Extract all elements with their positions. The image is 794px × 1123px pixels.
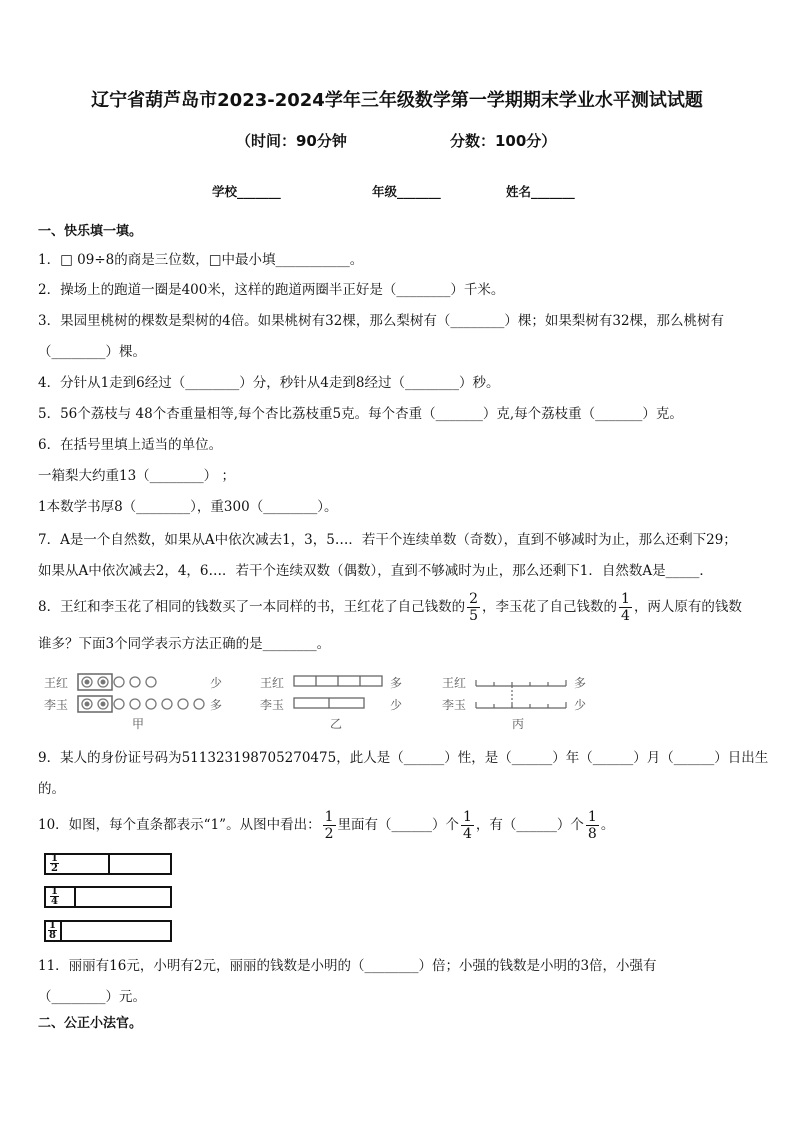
yi-label: 乙 <box>330 717 343 731</box>
bar-quarter-label <box>50 887 59 906</box>
jia-label: 甲 <box>132 717 145 731</box>
exam-time: （时间：90分钟 <box>236 132 347 150</box>
bar-label-numerator: 1 <box>49 920 56 931</box>
fraction-denominator: 5 <box>469 608 479 624</box>
bar-eighth-cell <box>46 922 62 940</box>
question-7-line-1: 7．A是一个自然数，如果从A中依次减去1，3，5…．若干个连续单数（奇数），直到不够减时为止，那么还剩下29； <box>38 532 737 548</box>
fraction-denominator: 4 <box>621 608 630 624</box>
bar-quarter <box>44 886 172 908</box>
fraction-denominator: 8 <box>587 826 597 842</box>
question-7-line-2: 如果从A中依次减去2，4，6…．若干个连续双数（偶数），直到不够减时为止，那么还剩下1．自然数A是_____． <box>38 563 713 579</box>
q10-text-post: 。 <box>600 817 615 833</box>
bar-label-denominator: 4 <box>51 896 58 907</box>
exam-score: 分数：100分） <box>450 132 557 150</box>
jia-row2-compare: 多 <box>210 698 223 712</box>
grade-field: 年级_______ <box>372 184 441 199</box>
question-11-line-1: 11．丽丽有16元，小明有2元，丽丽的钱数是小明的（________）倍；小强的钱数是小明的3倍，小强有 <box>38 958 657 974</box>
name-field: 姓名_______ <box>506 184 575 199</box>
jia-row2-label: 李玉 <box>44 698 69 712</box>
bar-half-label <box>50 854 59 873</box>
bing-row2-compare: 少 <box>574 698 587 712</box>
diagram-bing <box>442 676 586 731</box>
q8-text-mid: ，李玉花了自己钱数的 <box>482 599 618 615</box>
question-3-line-2: （________）棵。 <box>38 344 146 360</box>
fraction-numerator: 1 <box>587 809 597 825</box>
fraction-1-4 <box>461 809 474 842</box>
fraction-numerator: 1 <box>324 809 334 825</box>
yi-row2-label: 李玉 <box>260 698 285 712</box>
question-3-line-1: 3．果园里桃树的棵数是梨树的4倍。如果桃树有32棵，那么梨树有（________）棵；如果梨树有32棵，那么桃树有 <box>38 313 725 329</box>
fraction-numerator: 1 <box>463 809 472 825</box>
fraction-numerator: 2 <box>469 591 479 607</box>
fraction-denominator: 2 <box>324 826 334 842</box>
question-9-line-2: 的。 <box>38 781 65 797</box>
q8-text-pre: 8．王红和李玉花了相同的钱数买了一本同样的书，王红花了自己钱数的 <box>38 599 466 615</box>
bar-label-numerator: 1 <box>51 886 58 897</box>
fraction-2-5 <box>467 591 480 624</box>
question-6-part-b: 1本数学书厚8（________），重300（________）。 <box>38 499 338 515</box>
fraction-1-8 <box>586 809 599 842</box>
yi-row2-compare: 少 <box>390 698 403 712</box>
q8-comparison-diagram <box>44 672 604 742</box>
fraction-denominator: 4 <box>463 826 472 842</box>
section-heading-2: 二、公正小法官。 <box>38 1016 143 1031</box>
question-8-line-1 <box>38 590 742 624</box>
bing-row2-label: 李玉 <box>442 698 467 712</box>
yi-row1-compare: 多 <box>390 676 403 690</box>
question-6: 6．在括号里填上适当的单位。 <box>38 437 223 453</box>
q10-text-pre: 10．如图，每个直条都表示“1”。从图中看出： <box>38 817 321 833</box>
question-5: 5．56个荔枝与 48个杏重量相等,每个杏比荔枝重5克。每个杏重（_______）克,每个荔枝重（_______）克。 <box>38 406 683 422</box>
bar-label-denominator: 8 <box>49 930 56 941</box>
bar-label-numerator: 1 <box>51 853 58 864</box>
diagram-yi <box>260 676 402 731</box>
bar-label-denominator: 2 <box>51 863 58 874</box>
bing-row1-compare: 多 <box>574 676 587 690</box>
q10-text-mid1: 里面有（______）个 <box>337 817 459 833</box>
question-2: 2．操场上的跑道一圈是400米，这样的跑道两圈半正好是（________）千米。 <box>38 282 505 298</box>
section-heading-1: 一、快乐填一填。 <box>38 224 143 239</box>
question-1: 1．□ 09÷8的商是三位数，□中最小填___________。 <box>38 252 364 268</box>
question-10 <box>38 806 614 844</box>
bar-quarter-cell <box>46 888 76 906</box>
bar-eighth-label <box>48 921 57 940</box>
bing-label: 丙 <box>512 717 525 731</box>
jia-row1-label: 王红 <box>44 676 69 690</box>
q10-text-mid2: ，有（______）个 <box>475 817 584 833</box>
q8-text-post: ，两人原有的钱数 <box>633 599 742 615</box>
bar-half <box>44 853 172 875</box>
question-9-line-1: 9．某人的身份证号码为511323198705270475，此人是（______）性，是（______）年（______）月（______）日出生 <box>38 750 769 766</box>
yi-row1-label: 王红 <box>260 676 285 690</box>
diagram-jia <box>44 674 222 731</box>
bar-eighth <box>44 920 172 942</box>
question-4: 4．分针从1走到6经过（________）分，秒针从4走到8经过（________）秒。 <box>38 375 500 391</box>
bar-half-cell <box>46 855 110 873</box>
fraction-numerator: 1 <box>621 591 630 607</box>
question-6-part-a: 一箱梨大约重13（________） ； <box>38 468 235 484</box>
jia-row1-compare: 少 <box>210 676 223 690</box>
fraction-1-2 <box>323 809 336 842</box>
bing-row1-label: 王红 <box>442 676 467 690</box>
question-8-line-2: 谁多？下面3个同学表示方法正确的是________。 <box>38 636 331 652</box>
page-title: 辽宁省葫芦岛市2023-2024学年三年级数学第一学期期末学业水平测试试题 <box>91 90 703 111</box>
question-11-line-2: （________）元。 <box>38 989 146 1005</box>
fraction-1-4 <box>619 591 632 624</box>
school-field: 学校_______ <box>212 184 281 199</box>
